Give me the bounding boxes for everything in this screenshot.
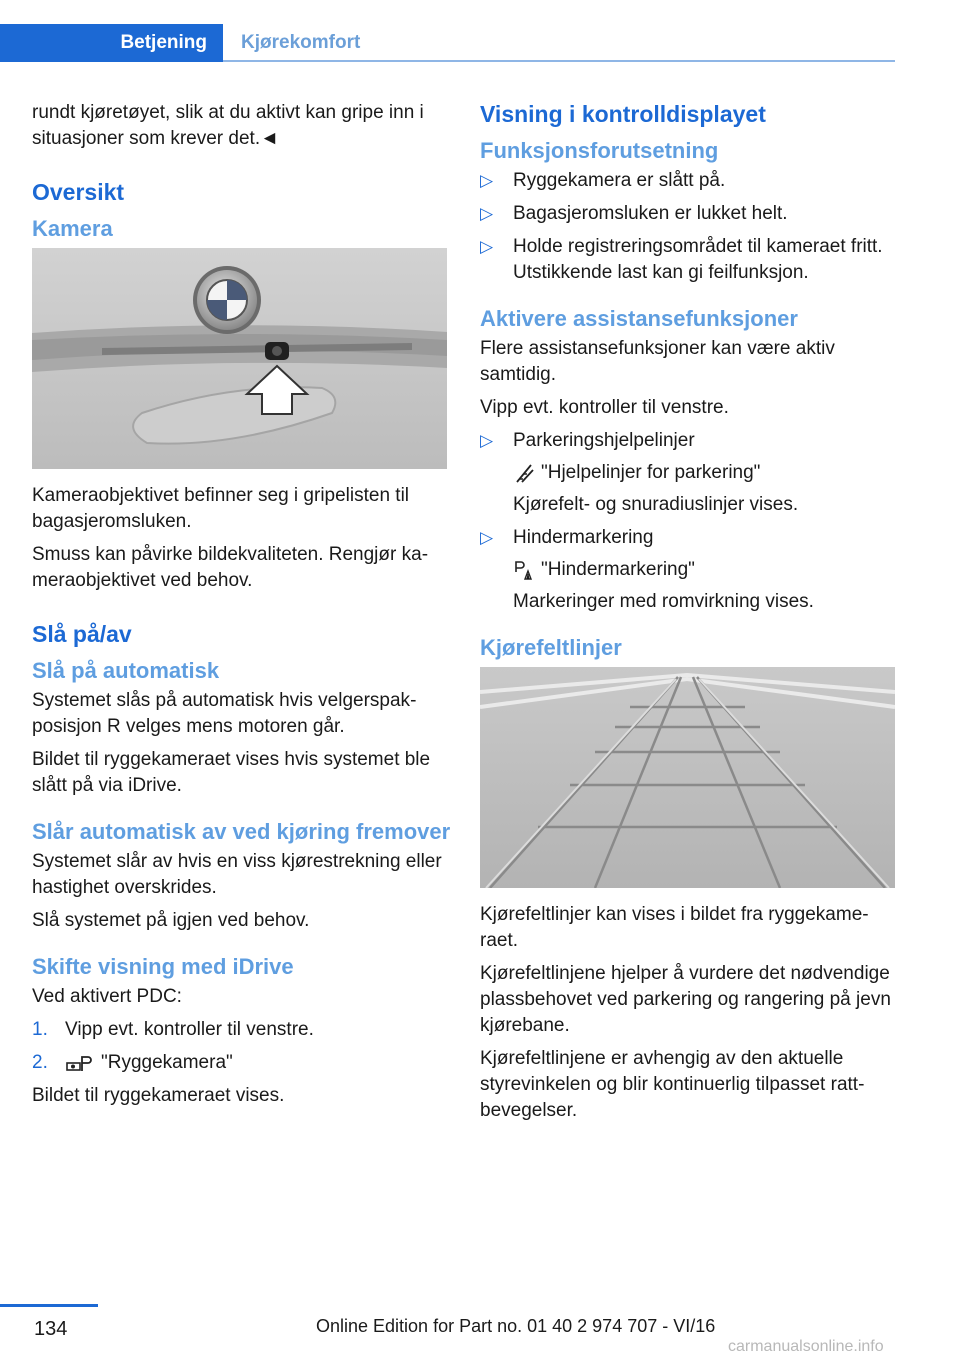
- assist-desc: Kjørefelt- og snuradiuslinjer vises.: [513, 494, 799, 515]
- heading-slar-av: Slår automatisk av ved kjøring fremover: [32, 819, 451, 844]
- watermark: carmanualsonline.info: [728, 1338, 884, 1355]
- list-item: ▷ Bagasjeromsluken er lukket helt.: [480, 201, 900, 227]
- assist-option: "Hindermarkering": [541, 559, 695, 580]
- list-item: [32, 1050, 452, 1076]
- tab-underline: [223, 60, 895, 62]
- tab-betjening[interactable]: Betjening: [0, 24, 223, 62]
- assist-option: "Hjelpelinjer for parkering": [541, 462, 761, 483]
- right-column: [480, 100, 900, 1131]
- heading-kjorefeltlinjer: Kjørefeltlinjer: [480, 635, 622, 660]
- av-text-1: Systemet slår av hvis en viss kjørestrekning eller hastighet overskrides.: [32, 851, 442, 898]
- heading-oversikt: Oversikt: [32, 179, 125, 205]
- assist-title: ▷ Parkeringshjelpelinjer: [513, 430, 695, 451]
- steps-list: [32, 1017, 452, 1076]
- heading-skifte-visning: Skifte visning med iDrive: [32, 954, 294, 979]
- header-tabs: [0, 24, 895, 62]
- step-number: 1.: [32, 1019, 48, 1040]
- list-item: [480, 428, 900, 518]
- list-item: ▷ Holde registreringsområdet til kameraet fritt. Utstikkende last kan gi feilfunksjon.: [480, 234, 900, 286]
- assist-desc: Markeringer med romvirkning vises.: [513, 591, 814, 612]
- kjorefelt-text-3: Kjørefeltlinjene er avhengig av den aktuelle styrevinkelen og blir kontinuerlig tilpasset rattbevegelser.: [480, 1048, 865, 1121]
- kamera-text-2: Smuss kan påvirke bildekvaliteten. Rengjør kameraobjektivet ved behov.: [32, 544, 429, 591]
- end-text: Bildet til ryggekameraet vises.: [32, 1085, 285, 1106]
- heading-sla-pa-automatisk: Slå på automatisk: [32, 658, 220, 683]
- list-item: [32, 1017, 452, 1043]
- left-column: [32, 100, 452, 1116]
- requirements-list: [480, 168, 900, 286]
- obstacle-marking-icon: [513, 559, 535, 581]
- tab-kjorekomfort[interactable]: Kjørekomfort: [241, 32, 361, 53]
- list-item: ▷ Ryggekamera er slått på.: [480, 168, 900, 194]
- lane-lines-figure: [480, 667, 895, 888]
- kjorefelt-text-1: Kjørefeltlinjer kan vises i bildet fra ryggekameraet.: [480, 904, 869, 951]
- step-text: "Ryggekamera": [101, 1052, 233, 1073]
- camera-figure: [32, 248, 447, 469]
- step-text: Vipp evt. kontroller til venstre.: [65, 1019, 314, 1040]
- auto-text-2: Bildet til ryggekameraet vises hvis systemet ble slått på via iDrive.: [32, 749, 431, 796]
- kjorefelt-text-2: Kjørefeltlinjene hjelper å vurdere det nødvendige plassbehovet ved parkering og rangering på jevn kjørebane.: [480, 963, 891, 1036]
- heading-aktivere: Aktivere assistansefunksjoner: [480, 306, 798, 331]
- list-item: [480, 525, 900, 615]
- assist-list: [480, 428, 900, 615]
- heading-sla-pa-av: Slå på/av: [32, 621, 132, 647]
- auto-text-1: Systemet slås på automatisk hvis velgerspakposisjon R velges mens motoren går.: [32, 690, 417, 737]
- page-number: 134: [34, 1318, 68, 1340]
- footer-rule: [0, 1304, 98, 1307]
- heading-funksjonsforutsetning: Funksjonsforutsetning: [480, 138, 719, 163]
- kamera-text-1: Kameraobjektivet befinner seg i gripelisten til bagasjeromsluken.: [32, 485, 410, 532]
- aktivere-text-2: Vipp evt. kontroller til venstre.: [480, 397, 729, 418]
- bmw-logo-icon: [193, 266, 261, 334]
- intro-text: rundt kjøretøyet, slik at du aktivt kan gripe inn i situasjoner som krever det.◄: [32, 102, 424, 149]
- heading-visning: Visning i kontrolldisplayet: [480, 101, 766, 127]
- av-text-2: Slå systemet på igjen ved behov.: [32, 910, 310, 931]
- parking-lines-icon: [513, 462, 535, 484]
- step-number: 2.: [32, 1052, 48, 1073]
- heading-kamera: Kamera: [32, 216, 113, 241]
- aktivere-text-1: Flere assistansefunksjoner kan være aktiv samtidig.: [480, 338, 835, 385]
- edition-text: Online Edition for Part no. 01 40 2 974 707 - VI/16: [316, 1316, 716, 1336]
- assist-title: ▷ Hindermarkering: [513, 527, 654, 548]
- skifte-text: Ved aktivert PDC:: [32, 986, 182, 1007]
- rear-camera-icon: [65, 1052, 95, 1074]
